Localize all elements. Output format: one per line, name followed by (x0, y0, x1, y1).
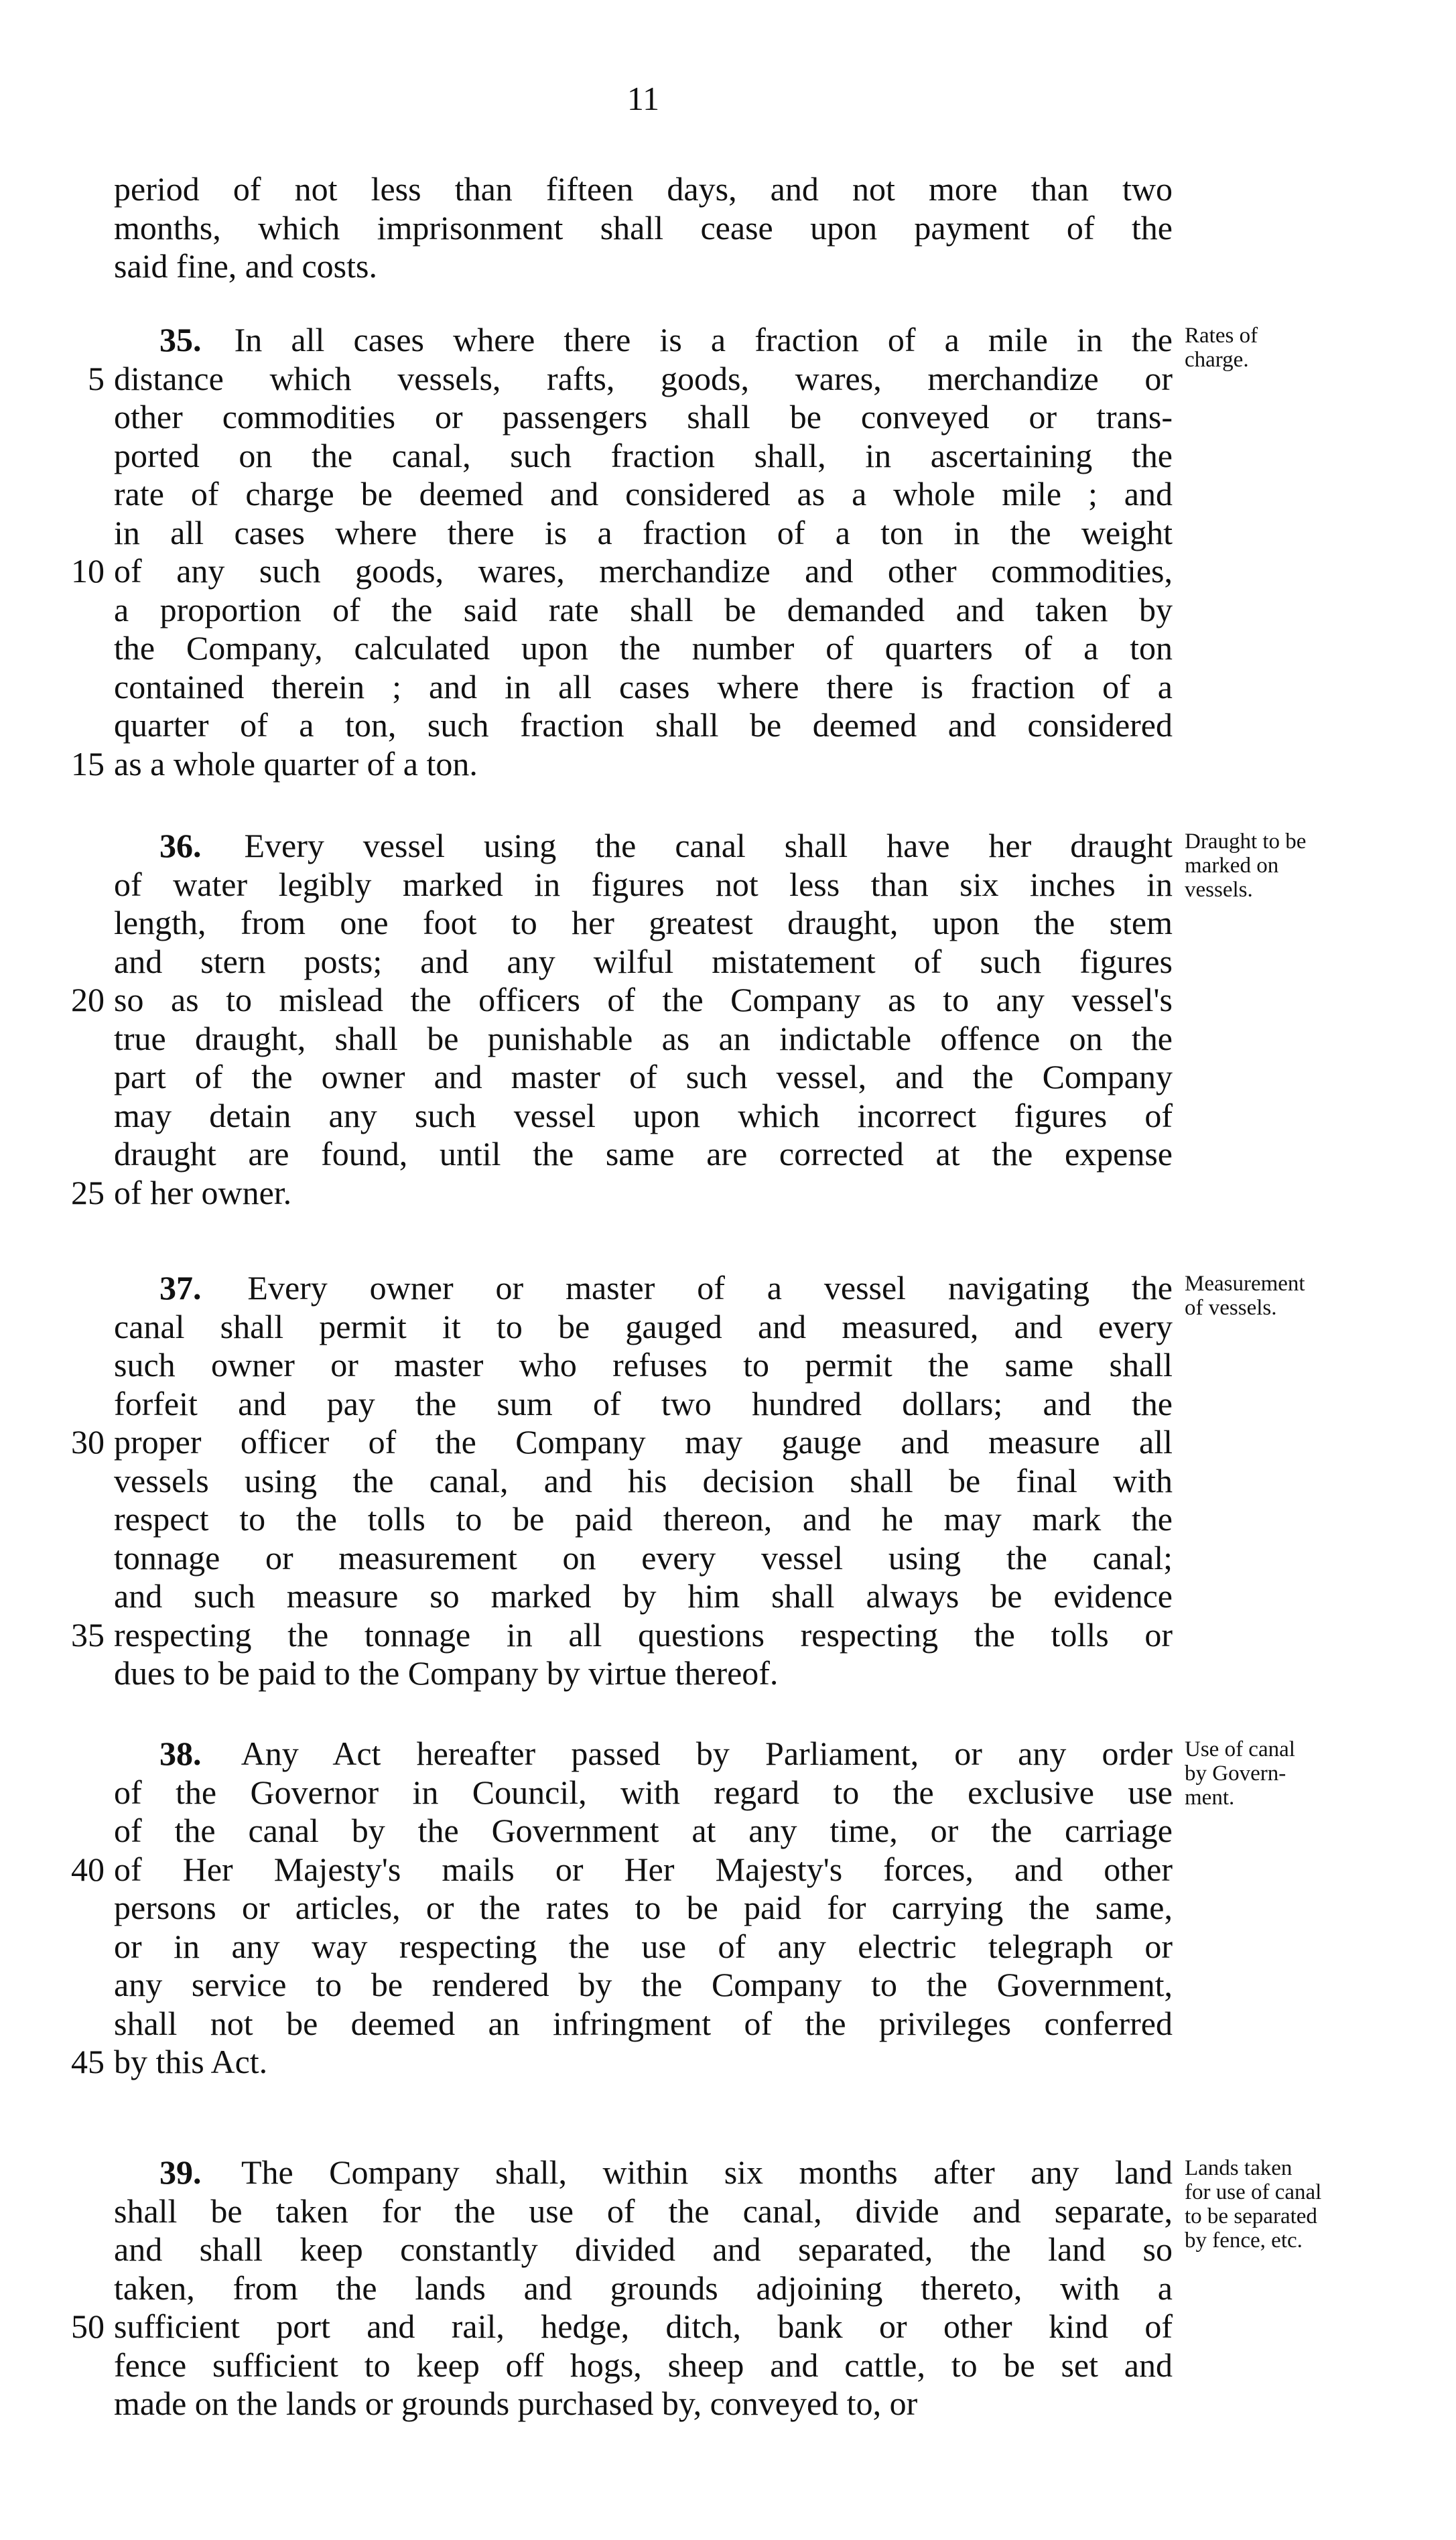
text-line (0, 742, 1456, 785)
line-content: other commodities or passengers shall be conveyed or trans- (114, 398, 1173, 436)
page-number: 11 (626, 80, 660, 117)
text-line (0, 978, 1456, 1021)
section-number: 35. (159, 321, 230, 358)
line-content: canal shall permit it to be gauged and measured, and every (114, 1307, 1173, 1345)
line-text (114, 1459, 1173, 1502)
line-text (114, 1017, 1173, 1060)
text-line (0, 1925, 1456, 1968)
line-text (114, 1382, 1173, 1425)
line-text (114, 1343, 1173, 1386)
text-line (0, 2382, 1456, 2425)
text-line (0, 434, 1456, 477)
line-content: a proportion of the said rate shall be demanded and taken by (114, 590, 1173, 628)
margin-note-s35 (1185, 324, 1446, 372)
text-line (0, 940, 1456, 983)
line-text (114, 2190, 1173, 2232)
line-text (114, 2305, 1173, 2348)
line-content: Any Act hereafter passed by Parliament, or any order (241, 1735, 1173, 1772)
line-text (114, 2002, 1173, 2045)
text-line (0, 1343, 1456, 1386)
line-content: of the Governor in Council, with regard to the exclusive use (114, 1773, 1173, 1811)
line-text (114, 1094, 1173, 1137)
line-text (114, 1132, 1173, 1175)
line-text (114, 588, 1173, 631)
line-text (114, 1171, 1173, 1214)
line-content: and stern posts; and any wilful mistatement of such figures (114, 942, 1173, 980)
line-number: 25 (71, 1173, 105, 1211)
line-text (114, 1536, 1173, 1579)
margin-note-line: Use of canal (1185, 1737, 1295, 1761)
line-content: length, from one foot to her greatest draught, upon the stem (114, 904, 1173, 941)
margin-note-line: to be separated (1185, 2204, 1317, 2228)
line-text (114, 357, 1173, 400)
line-text (114, 206, 1173, 249)
line-content: of her owner. (114, 1173, 292, 1211)
line-text (114, 863, 1173, 906)
text-line (0, 168, 1456, 210)
line-text (114, 2382, 1173, 2425)
line-number: 5 (88, 359, 105, 397)
text-line (0, 1382, 1456, 1425)
text-line (0, 1171, 1456, 1214)
line-text (114, 704, 1173, 746)
line-content: true draught, shall be punishable as an indictable offence on the (114, 1019, 1173, 1057)
section-number: 39. (159, 2153, 237, 2191)
line-content: part of the owner and master of such vessel, and the Company (114, 1058, 1173, 1095)
line-content: ported on the canal, such fraction shall, in ascertaining the (114, 436, 1173, 474)
line-content: respect to the tolls to be paid thereon, and he may mark the (114, 1500, 1173, 1538)
line-text (114, 1652, 1173, 1694)
line-number: 40 (71, 1850, 105, 1888)
text-line (0, 1055, 1456, 1098)
text-line (0, 395, 1456, 438)
text-line (0, 1809, 1456, 1852)
margin-note-s38 (1185, 1737, 1446, 1810)
line-content: made on the lands or grounds purchased by, conveyed to, or (114, 2385, 918, 2422)
text-line (0, 2305, 1456, 2348)
line-number: 45 (71, 2043, 105, 2080)
text-line (0, 901, 1456, 944)
line-content: tonnage or measurement on every vessel using the canal; (114, 1538, 1173, 1577)
line-content: and such measure so marked by him shall always be evidence (114, 1577, 1173, 1615)
line-content: period of not less than fifteen days, and not more than two (114, 170, 1173, 208)
line-content: may detain any such vessel upon which incorrect figures of (114, 1096, 1173, 1134)
line-number: 20 (71, 981, 105, 1018)
line-text (114, 2040, 1173, 2083)
line-text (114, 1613, 1173, 1656)
line-text (114, 1925, 1173, 1968)
text-line (0, 665, 1456, 708)
line-text (114, 1963, 1173, 2006)
line-number: 35 (71, 1615, 105, 1654)
line-text (114, 1886, 1173, 1929)
line-content: said fine, and costs. (114, 247, 377, 285)
text-line (0, 1963, 1456, 2006)
text-line (0, 1017, 1456, 1060)
text-line (0, 1575, 1456, 1617)
line-content: persons or articles, or the rates to be paid for carrying the same, (114, 1889, 1173, 1926)
line-content: of any such goods, wares, merchandize and other commodities, (114, 552, 1173, 590)
text-line (0, 588, 1456, 631)
line-content: such owner or master who refuses to permit the same shall (114, 1346, 1173, 1384)
line-number: 30 (71, 1423, 105, 1461)
line-text (114, 1497, 1173, 1540)
text-line (0, 2040, 1456, 2083)
line-content: respecting the tonnage in all questions respecting the tolls or (114, 1615, 1173, 1654)
margin-note-s36 (1185, 829, 1446, 902)
line-number: 10 (71, 552, 105, 590)
text-line (0, 1459, 1456, 1502)
line-text (114, 245, 1173, 287)
text-line (0, 1536, 1456, 1579)
line-content: The Company shall, within six months after any land (241, 2153, 1173, 2191)
line-text (114, 434, 1173, 477)
line-content: rate of charge be deemed and considered as a whole mile ; and (114, 475, 1173, 513)
line-content: In all cases where there is a fraction of a mile in the (234, 321, 1173, 358)
line-content: sufficient port and rail, hedge, ditch, bank or other kind of (114, 2308, 1173, 2345)
line-text (114, 549, 1173, 592)
margin-note-line: ment. (1185, 1786, 1235, 1810)
line-text (114, 940, 1173, 983)
line-content: contained therein ; and in all cases where there is fraction of a (114, 667, 1173, 706)
line-text (114, 1771, 1173, 1814)
line-text (114, 1809, 1173, 1852)
text-line (0, 626, 1456, 669)
line-text (114, 1055, 1173, 1098)
text-line (0, 1652, 1456, 1694)
line-text (159, 1266, 1173, 1309)
margin-note-line: for use of canal (1185, 2180, 1322, 2204)
text-line (0, 1132, 1456, 1175)
line-text (114, 168, 1173, 210)
line-text (159, 1732, 1173, 1775)
line-content: vessels using the canal, and his decision shall be final with (114, 1461, 1173, 1499)
margin-note-line: Measurement (1185, 1272, 1305, 1296)
line-content: any service to be rendered by the Company to the Government, (114, 1966, 1173, 2003)
line-content: draught are found, until the same are corrected at the expense (114, 1135, 1173, 1173)
line-content: or in any way respecting the use of any electric telegraph or (114, 1927, 1173, 1965)
margin-note-line: of vessels. (1185, 1296, 1277, 1320)
margin-note-line: Draught to be (1185, 829, 1307, 854)
line-text (114, 472, 1173, 515)
line-text (159, 2151, 1173, 2194)
line-text (114, 1575, 1173, 1617)
line-content: by this Act. (114, 2043, 268, 2080)
line-text (114, 1305, 1173, 1348)
section-number: 38. (159, 1735, 237, 1772)
margin-note-line: Lands taken (1185, 2156, 1293, 2180)
line-text (114, 901, 1173, 944)
text-line (0, 1094, 1456, 1137)
text-line (0, 1848, 1456, 1891)
line-content: quarter of a ton, such fraction shall be deemed and considered (114, 706, 1173, 744)
line-content: of the canal by the Government at any time, or the carriage (114, 1812, 1173, 1849)
margin-note-line: by fence, etc. (1185, 2228, 1303, 2253)
line-content: forfeit and pay the sum of two hundred dollars; and the (114, 1384, 1173, 1422)
line-text (114, 665, 1173, 708)
line-content: and shall keep constantly divided and separated, the land so (114, 2230, 1173, 2268)
line-content: Every vessel using the canal shall have her draught (244, 827, 1173, 864)
line-text (114, 978, 1173, 1021)
text-line (0, 2267, 1456, 2310)
text-line (0, 1886, 1456, 1929)
section-number: 36. (159, 827, 241, 864)
line-text (114, 626, 1173, 669)
line-text (159, 824, 1173, 867)
margin-note-s37 (1185, 1272, 1446, 1320)
text-line (0, 245, 1456, 287)
line-number: 50 (71, 2308, 105, 2345)
text-line (0, 472, 1456, 515)
line-text (114, 2344, 1173, 2387)
line-content: Every owner or master of a vessel navigating the (247, 1269, 1173, 1307)
margin-note-line: by Govern- (1185, 1761, 1286, 1786)
text-line (0, 549, 1456, 592)
text-line (0, 1497, 1456, 1540)
margin-note-line: charge. (1185, 348, 1249, 372)
line-content: the Company, calculated upon the number of quarters of a ton (114, 629, 1173, 667)
line-text (159, 318, 1173, 361)
line-content: distance which vessels, rafts, goods, wares, merchandize or (114, 359, 1173, 397)
line-content: of water legibly marked in figures not less than six inches in (114, 865, 1173, 903)
margin-note-line: vessels. (1185, 878, 1253, 902)
line-content: so as to mislead the officers of the Company as to any vessel's (114, 981, 1173, 1018)
text-line (0, 704, 1456, 746)
margin-note-s39 (1185, 2156, 1446, 2253)
line-text (114, 1420, 1173, 1463)
line-content: proper officer of the Company may gauge and measure all (114, 1423, 1173, 1461)
line-content: fence sufficient to keep off hogs, sheep and cattle, to be set and (114, 2346, 1173, 2384)
line-content: shall be taken for the use of the canal, divide and separate, (114, 2192, 1173, 2230)
line-text (114, 511, 1173, 554)
line-content: in all cases where there is a fraction of a ton in the weight (114, 513, 1173, 551)
text-line (0, 511, 1456, 554)
line-text (114, 1848, 1173, 1891)
line-text (114, 2267, 1173, 2310)
line-content: of Her Majesty's mails or Her Majesty's forces, and other (114, 1850, 1173, 1888)
line-content: dues to be paid to the Company by virtue thereof. (114, 1654, 779, 1692)
section-number: 37. (159, 1269, 244, 1307)
line-content: shall not be deemed an infringment of the privileges conferred (114, 2004, 1173, 2042)
line-text (114, 2228, 1173, 2271)
text-line (0, 1613, 1456, 1656)
text-line (0, 1420, 1456, 1463)
text-line (0, 206, 1456, 249)
line-content: taken, from the lands and grounds adjoining thereto, with a (114, 2269, 1173, 2307)
line-text (114, 742, 1173, 785)
margin-note-line: Rates of (1185, 324, 1258, 348)
line-text (114, 395, 1173, 438)
margin-note-line: marked on (1185, 854, 1279, 878)
text-line (0, 2344, 1456, 2387)
text-line (0, 2002, 1456, 2045)
line-content: as a whole quarter of a ton. (114, 744, 478, 783)
line-content: months, which imprisonment shall cease upon payment of the (114, 208, 1173, 247)
line-number: 15 (71, 744, 105, 783)
